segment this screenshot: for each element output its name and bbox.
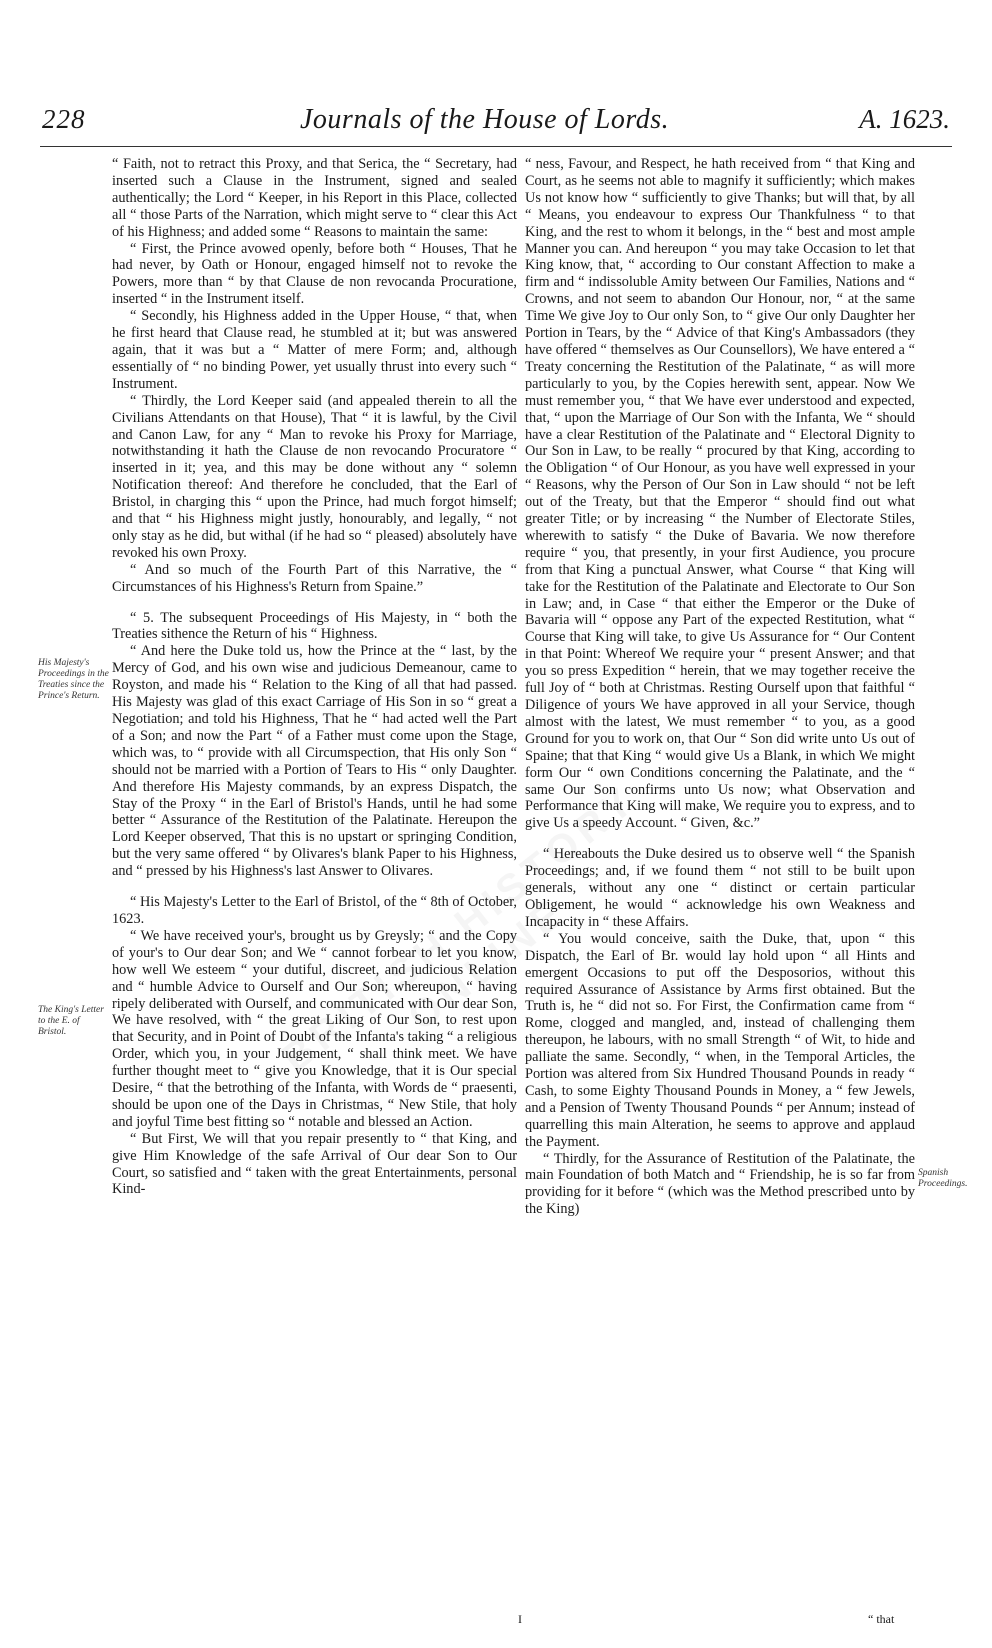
header-rule — [40, 146, 952, 147]
page-number: 228 — [42, 104, 86, 134]
paragraph: “ But First, We will that you repair presently to “ that King, and give Him Knowledge of the safe Arrival of Our dear Son to Our Court, so satisfied and “ taken with the great Entertainments, personal Kind- — [112, 1130, 517, 1198]
catchword: “ that — [868, 1612, 895, 1626]
paragraph: “ Faith, not to retract this Proxy, and that Serica, the “ Secretary, had inserted such a Clause in the Instrument, signed and sealed authentically; the Lord “ Keeper, in his Report in this Place, collected all “ those Parts of the Narration, which might serve to “ clear this Act of his Highness; and added some “ Reasons to maintain the same: — [112, 156, 517, 240]
paragraph: “ And so much of the Fourth Part of this Narrative, the “ Circumstances of his Highness's Return from Spaine.” — [112, 561, 517, 595]
paragraph: “ Secondly, his Highness added in the Upper House, “ that, when he first heard that Clause read, he stumbled at it; but was answered again, that it was but a “ Matter of mere Form; and, although essentially of “ no binding Power, yet usually thrust into every such “ Instrument. — [112, 308, 517, 392]
section-heading: “ 5. The subsequent Proceedings of His Majesty, in “ both the Treaties sithence the Return of his “ Highness. — [112, 609, 517, 643]
right-column — [525, 156, 915, 1218]
running-title: Journals of the House of Lords. — [300, 104, 670, 135]
running-year: A. 1623. — [859, 104, 950, 134]
paragraph: “ Thirdly, for the Assurance of Restitution of the Palatinate, the main Foundation of both Match and “ Friendship, he is so far from providing for it before “ (which was the Method prescribed unto by the King) — [525, 1150, 915, 1218]
margin-note-proceedings: His Majesty's Proceedings in the Treaties since the Prince's Return. — [38, 658, 109, 701]
signature-mark: I — [518, 1612, 522, 1626]
paragraph: “ We have received your's, brought us by Greysly; “ and the Copy of your's to Our dear Son; and We “ cannot forbear to let you know, how well We esteem “ your dutiful, discreet, and judicious Relation and “ humble Advice to Ourself and Our Son; whereupon, “ having ripely deliberated with Ourself, and communicated with Our dear Son, We have resolved, with “ the great Liking of Our Son, to rest upon that Security, and in Point of Doubt of the Infanta's taking “ a religious Order, which you, in your Judgement, “ shall think meet. We have further thought meet to “ give you Knowledge, that it is Our special Desire, “ that the betrothing of the Infanta, with Words de “ praesenti, should be upon one of the Days in Christmas, “ New Stile, that holy and joyful Time best fitting so “ notable and blessed an Action. — [112, 927, 517, 1130]
margin-note-letter: The King's Letter to the E. of Bristol. — [38, 1005, 104, 1037]
paragraph: “ ness, Favour, and Respect, he hath received from “ that King and Court, as he seems not able to magnify it sufficiently; which makes Us not know how “ sufficiently to give Thanks; but will that, by all “ Means, you endeavour to express Our Thankfulness “ to that King, and the rest to whom it belongs, in the “ best and most ample Manner you can. And hereupon “ you may take Occasion to let that King know, that, “ according to Our constant Affection to make a firm and “ indissoluble Amity between Our Families, Nations and “ Crowns, and not seem to abandon Our Honour, nor, “ at the same Time We give Joy to Our only Son, to “ give Our only Daughter her Portion in Tears, by the “ Advice of that King's Ambassadors (they have offered “ themselves as Our Counsellors), We have entered a “ Treaty concerning the Restitution of the Palatinate, “ as will more particularly to you, by the Copies herewith sent, appear. Now We must remember you, “ that We have ever understood and expected, that, “ upon the Marriage of Our Son with the Infanta, We “ should have a clear Restitution of the Palatinate and “ Electoral Dignity to Our Son in Law, to be really “ procured by that King, according to the Obligation “ of Our Honour, as you have well expressed in your “ Reasons, why the Person of Our Son in Law should “ not be left out of the Treaty, but that the Emperor “ should find out what greater Title; or by increasing “ the Number of Electorate Stiles, wherewith to satisfy “ the Duke of Bavaria. We now therefore require “ you, that presently, in your first Audience, you procure from that King a punctual Answer, what Course “ that King will take for the Restitution of the Palatinate and Electorate to Our Son in Law; and, in Case “ that either the Emperor or the Duke of Bavaria will “ oppose any Part of the expected Restitution, what “ Course that King will take, to give Us Assurance for “ Our Content in that Point: Whereof We require your “ present Answer; and that you so press Expedition “ herein, that we may together receive the full Joy of “ both at Christmas. Resting Ourself upon that faithful “ Diligence of yours We have approved in all your Service, though almost with the latest, We must remember “ to you, as a good Ground for you to work on, that Our “ Son did write unto Us out of Spaine; that that King “ would give Us a Blank, in which We might form Our “ own Conditions concerning the Palatinate, and the “ same Our Son confirms unto Us now; what Observation and Performance that King will make, We require you to express, and to give Us a speedy Account. “ Given, &c.” — [525, 156, 915, 832]
letter-heading: “ His Majesty's Letter to the Earl of Bristol, of the “ 8th of October, 1623. — [112, 894, 517, 927]
paragraph: “ First, the Prince avowed openly, before both “ Houses, That he had never, by Oath or Honour, engaged himself not to revoke the Powers, more than “ by that Clause de non revocanda Procuratione, inserted “ in the Instrument itself. — [112, 240, 517, 308]
paragraph: “ Thirdly, the Lord Keeper said (and appealed therein to all the Civilians Attendants on that House), That “ it is lawful, by the Civil and Canon Law, for any “ Man to revoke his Proxy for Marriage, notwithstanding it hath the Clause de non revocando Procuratore “ inserted in it; yea, and this may be done without any “ solemn Notification thereof: And therefore he concluded, that the Earl of Bristol, in charging this “ upon the Prince, had much forgot himself; and that “ his Highness might justly, honourably, and legally, “ not only stay as he did, but withal (if he had so “ pleased) absolutely have revoked his own Proxy. — [112, 392, 517, 561]
paragraph: “ Hereabouts the Duke desired us to observe well “ the Spanish Proceedings; and, if we found them “ not still to be built upon generals, without any one “ distinct or certain particular Obligement, he would “ acknowledge his own Weakness and Incapacity in “ these Affairs. — [525, 846, 915, 930]
margin-note-spanish: Spanish Proceedings. — [918, 1168, 968, 1189]
paragraph: “ You would conceive, saith the Duke, that, upon “ this Dispatch, the Earl of Br. would lay hold upon “ all Hints and emergent Occasions to put off the Desposorios, without this required Assurance of Assistance by Arms first obtained. But the Truth is, he “ did not so. For First, the Confirmation came from “ Rome, clogged and mangled, and, instead of challenging them thereupon, he labours, with no small Strength “ of Wit, to hide and palliate the same. Secondly, “ when, in the Temporal Articles, the Portion was altered from Six Hundred Thousand Pounds in ready “ Cash, to some Eighty Thousand Pounds in Money, a “ few Jewels, and a Pension of Twenty Thousand Pounds “ per Annum; instead of quarrelling this main Alteration, he seems to approve and applaud the Payment. — [525, 930, 915, 1150]
paragraph: “ And here the Duke told us, how the Prince at the “ last, by the Mercy of God, and his own wise and judicious Demeanour, came to Royston, and made his “ Relation to the King of all that had passed. His Majesty was glad of this exact Carriage of His Son in so “ great a Negotiation; and told his Highness, That he “ had acted well the Part of a Son; and now the Part “ of a Father must come upon the Stage, which was, to “ provide with all Circumspection, that His only Son “ should not be married with a Portion of Tears to His “ only Daughter. And therefore His Majesty commands, by an express Dispatch, the Stay of the Proxy “ in the Earl of Bristol's Hands, until he had some better “ Assurance of the Restitution of the Palatinate. Hereupon the Lord Keeper observed, That this is no upstart or springing Condition, but the very same offered “ by Olivares's blank Paper to his Highness, and “ pressed by his Highness's last Answer to Olivares. — [112, 643, 517, 880]
